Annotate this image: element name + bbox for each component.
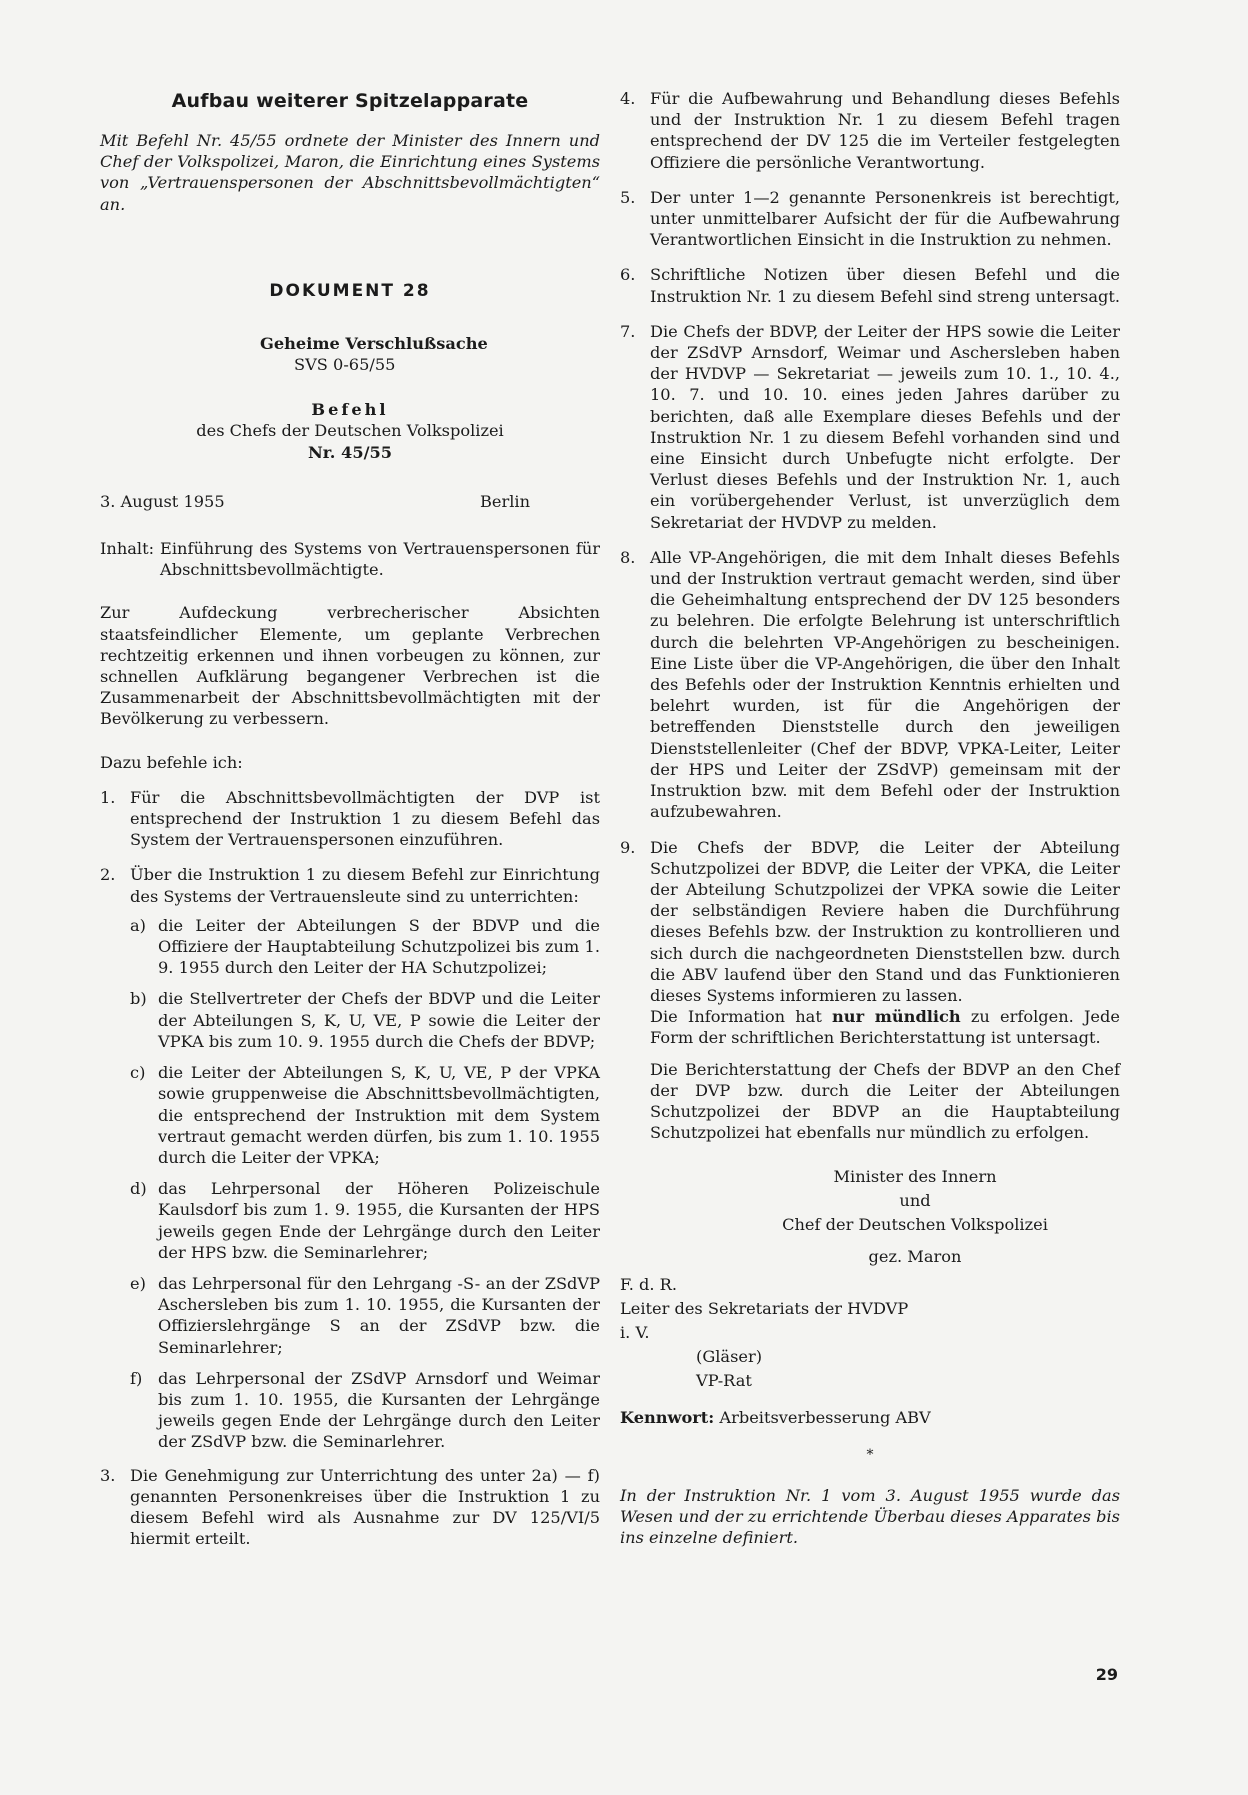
preamble: Zur Aufdeckung verbrecherischer Absichten staatsfeindlicher Elemente, um geplante Verbrechen rechtzeitig erkennen und ihnen vorbeugen zu können, zur schnellen Aufklärung begangener Verbrechen ist die Zusammenarbeit der Abschnittsbevollmächtigten mit der Bevölkerung zu verbessern. — [100, 603, 600, 729]
sub-list — [130, 915, 600, 1453]
sub-list-item: b) die Stellvertreter der Chefs der BDVP und die Leiter der Abteilungen S, K, U, VE, P sowie die Leiter der VPKA bis zum 10. 9. 1955 durch die Chefs der BDVP; — [130, 989, 600, 1051]
order-list-left — [100, 787, 600, 1550]
list-item: 6. Schriftliche Notizen über diesen Befehl und die Instruktion Nr. 1 zu diesem Befehl sind streng untersagt. — [620, 265, 1120, 306]
certification-block: F. d. R. Leiter des Sekretariats der HVDVP i. V. (Gläser) VP-Rat — [620, 1275, 909, 1391]
list-item: 1. Für die Abschnittsbevollmächtigten der DVP ist entsprechend der Instruktion 1 zu diesem Befehl das System der Vertrauenspersonen einzuführen. — [100, 787, 600, 850]
page-number: 29 — [1095, 1665, 1118, 1684]
information-note: Die Information hat nur mündlich zu erfolgen. Jede Form der schriftlichen Berichterstattung ist untersagt. — [650, 1007, 1120, 1048]
issuer: des Chefs der Deutschen Volkspolizei — [196, 421, 504, 441]
sub-list-item: e) das Lehrpersonal für den Lehrgang -S- an der ZSdVP Aschersleben bis zum 1. 10. 1955, die Kursanten der Offizierslehrgänge S an der ZSdVP bzw. die Seminarlehrer; — [130, 1273, 600, 1357]
befehl-title: Befehl — [311, 400, 389, 420]
list-item: 4. Für die Aufbewahrung und Behandlung dieses Befehls und der Instruktion Nr. 1 zu diesem Befehl tragen entsprechend der DV 125 die im Verteiler festgelegten Offiziere die persönliche Verantwortung. — [620, 89, 1120, 172]
separator-star: * — [866, 1446, 874, 1463]
list-item: 5. Der unter 1—2 genannte Personenkreis ist berechtigt, unter unmittelbarer Aufsicht der für die Aufbewahrung Verantwortlichen Einsicht in die Instruktion zu nehmen. — [620, 187, 1120, 250]
section-heading: Aufbau weiterer Spitzelapparate — [171, 90, 529, 112]
order-list-right — [620, 88, 1120, 1143]
sub-list-item: c) die Leiter der Abteilungen S, K, U, VE, P der VPKA sowie gruppenweise die Abschnittsbevollmächtigten, die entsprechend der Instruktion mit dem System vertraut gemacht werden dürfen, bis zum 1. 10. 1955 durch die Leiter der VPKA; — [130, 1063, 600, 1167]
report-note: Die Berichterstattung der Chefs der BDVP an den Chef der DVP bzw. durch die Leiter der Abteilungen Schutzpolizei der BDVP an die Hauptabteilung Schutzpolizei hat ebenfalls nur mündlich zu erfolgen. — [650, 1059, 1120, 1143]
signature-block: Minister des Innern und Chef der Deutschen Volkspolizei gez. Maron — [782, 1167, 1048, 1267]
classification: Geheime Verschlußsache — [260, 333, 488, 353]
list-item: 3. Die Genehmigung zur Unterrichtung des unter 2a) — f) genannten Personenkreises über die Instruktion 1 zu diesem Befehl wird als Ausnahme zur DV 125/VI/5 hiermit erteilt. — [100, 1465, 600, 1549]
inhalt — [100, 538, 600, 580]
list-item: 8. Alle VP-Angehörigen, die mit dem Inhalt dieses Befehls und der Instruktion vertraut gemacht werden, sind über die Geheimhaltung entsprechend der DV 125 besonders zu belehren. Die erfolgte Belehrung ist unterschriftlich durch die belehrten VP-Angehörigen zu bescheinigen. Eine Liste über die VP-Angehörigen, die über den Inhalt des Befehls oder der Instruktion Kenntnis erhielten und belehrt wurden, ist für die Angehörigen der betreffenden Dienststelle durch den jeweiligen Dienststellenleiter (Chef der BDVP, VPKA-Leiter, Leiter der HPS und Leiter der ZSdVP) gemeinsam mit der Instruktion bzw. mit dem Befehl oder der Instruktion aufzubewahren. — [620, 547, 1120, 822]
order-date: 3. August 1955 — [100, 491, 225, 511]
left-column — [100, 80, 600, 1549]
order-number: Nr. 45/55 — [307, 442, 393, 462]
list-item: 7. Die Chefs der BDVP, der Leiter der HPS sowie die Leiter der ZSdVP Arnsdorf, Weimar und Aschersleben haben der HVDVP — Sekretariat — jeweils zum 10. 1., 10. 4., 10. 7. und 10. 10. eines jeden Jahres darüber zu berichten, daß alle Exemplare dieses Befehls und der Instruktion Nr. 1 zu diesem Befehl vorhanden sind und eine Einsicht durch Unbefugte nicht erfolgte. Der Verlust dieses Befehls und der Instruktion Nr. 1, auch ein vorübergehender Verlust, ist unverzüglich dem Sekretariat der HVDVP zu melden. — [620, 321, 1120, 532]
sub-list-item: d) das Lehrpersonal der Höheren Polizeischule Kaulsdorf bis zum 1. 9. 1955, die Kursanten der HPS jeweils gegen Ende der Lehrgänge durch den Leiter der HPS bzw. die Seminarlehrer; — [130, 1179, 600, 1262]
document-title: DOKUMENT 28 — [269, 280, 431, 301]
right-column — [620, 88, 1120, 1548]
dazu-line: Dazu befehle ich: — [100, 752, 243, 772]
list-item: 2. Über die Instruktion 1 zu diesem Befehl zur Einrichtung des Systems der Vertrauensleute sind zu unterrichten: a) die Leiter der Abteilungen S der BDVP und die Offiziere der Hauptabteilung Schutzpolizei bis zum 1. 9. 1955 durch den Leiter der HA Schutzpolizei; b) die Stellvertreter der Chefs der BDVP und die Leiter der Abteilungen S, K, U, VE, P sowie die Leiter der VPKA bis zum 10. 9. 1955 durch die Chefs der BDVP; c) die Leiter der Abteilungen S, K, U, VE, P der VPKA sowie gruppenweise die Abschnittsbevollmächtigten, die entsprechend der Instruktion mit dem System vertraut gemacht werden dürfen, bis zum 1. 10. 1955 durch die Leiter der VPKA; d) das Lehrpersonal der Höheren Polizeischule Kaulsdorf bis zum 1. 9. 1955, die Kursanten der HPS jeweils gegen Ende der Lehrgänge durch den Leiter der HPS bzw. die Seminarlehrer; e) das Lehrpersonal für den Lehrgang -S- an der ZSdVP Aschersleben bis zum 1. 10. 1955, die Kursanten der Offizierslehrgänge S an der ZSdVP bzw. die Seminarlehrer; f) das Lehrpersonal der ZSdVP Arnsdorf und Weimar bis zum 1. 10. 1955, die Kursanten der Lehrgänge jeweils gegen Ende der Lehrgänge durch den Leiter der ZSdVP bzw. die Seminarlehrer. — [100, 865, 600, 1452]
sub-list-item: f) das Lehrpersonal der ZSdVP Arnsdorf und Weimar bis zum 1. 10. 1955, die Kursanten der Lehrgänge jeweils gegen Ende der Lehrgänge durch den Leiter der ZSdVP bzw. die Seminarlehrer. — [130, 1368, 600, 1452]
order-place: Berlin — [480, 491, 530, 511]
dateline — [100, 491, 600, 512]
intro-paragraph: Mit Befehl Nr. 45/55 ordnete der Minister des Innern und Chef der Volkspolizei, Maron, die Einrichtung eines Systems von „Vertrauenspersonen der Abschnittsbevollmächtigten“ an. — [100, 131, 600, 214]
svs-number: SVS 0-65/55 — [294, 355, 396, 375]
inhalt-text: Einführung des Systems von Vertrauenspersonen für Abschnittsbevollmächtigte. — [160, 539, 600, 580]
kennwort: Kennwort: Arbeitsverbesserung ABV — [620, 1408, 931, 1428]
list-item: 9. Die Chefs der BDVP, die Leiter der Abteilung Schutzpolizei der BDVP, die Leiter der VPKA, die Leiter der Abteilung Schutzpolizei der VPKA sowie die Leiter der selbständigen Reviere haben die Durchführung dieses Befehls bzw. der Instruktion zu kontrollieren und sich durch die nachgeordneten Dienststellen bzw. durch die ABV laufend über den Stand und das Funktionieren dieses Systems informieren zu lassen. Die Information hat nur mündlich zu erfolgen. Jede Form der schriftlichen Berichterstattung ist untersagt. Die Berichterstattung der Chefs der BDVP an den Chef der DVP bzw. durch die Leiter der Abteilungen Schutzpolizei der BDVP an die Hauptabteilung Schutzpolizei hat ebenfalls nur mündlich zu erfolgen. — [620, 837, 1120, 1143]
inhalt-label: Inhalt: — [100, 539, 155, 559]
closing-paragraph: In der Instruktion Nr. 1 vom 3. August 1955 wurde das Wesen und der zu errichtende Überbau dieses Apparates bis ins einzelne definiert. — [620, 1485, 1120, 1547]
sub-list-item: a) die Leiter der Abteilungen S der BDVP und die Offiziere der Hauptabteilung Schutzpolizei bis zum 1. 9. 1955 durch den Leiter der HA Schutzpolizei; — [130, 915, 600, 978]
